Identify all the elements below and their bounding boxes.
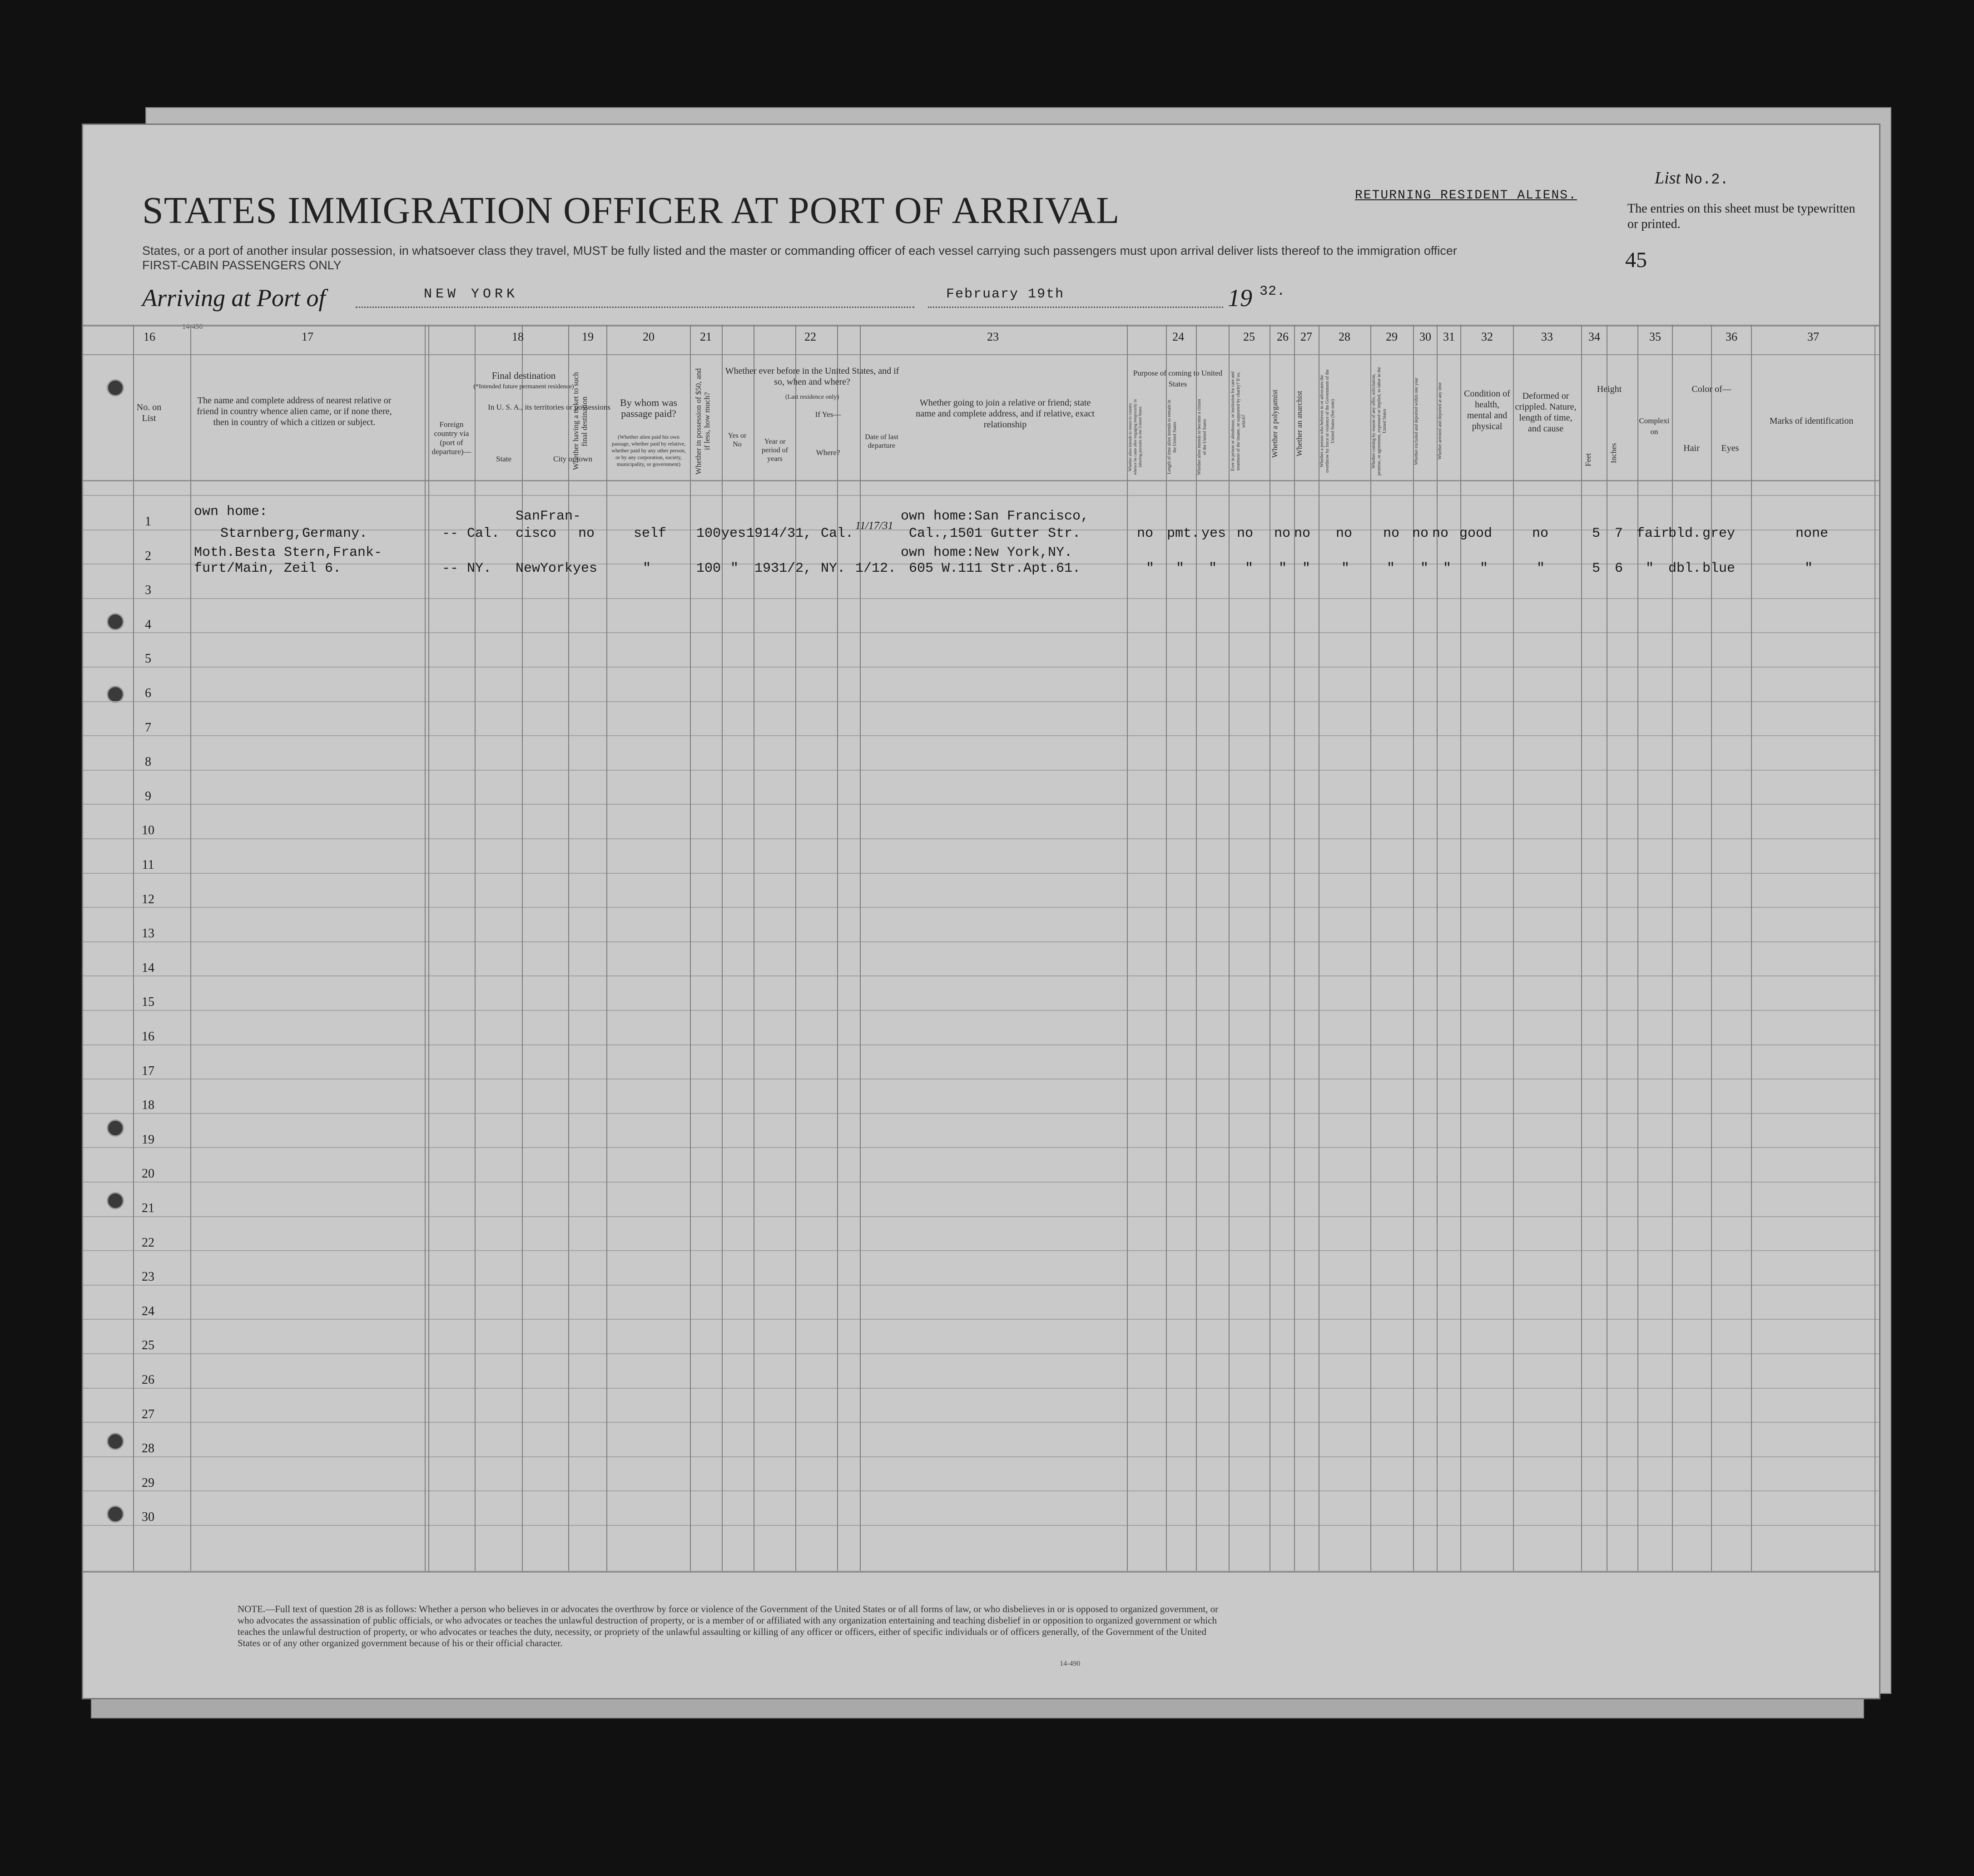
- header-deformed: Deformed or crippled. Nature, length of time, and cause: [1515, 391, 1577, 434]
- row-number: 24: [142, 1304, 154, 1318]
- column-number: 31: [1443, 330, 1455, 343]
- row-rule: [83, 975, 1879, 976]
- row-number: 2: [145, 549, 151, 563]
- row-number: 23: [142, 1270, 154, 1284]
- header-in-usa: In U. S. A., its territories or possessions: [488, 403, 610, 411]
- become-citizen: yes: [1201, 526, 1226, 541]
- header-anarchist: Whether an anarchist: [1295, 391, 1304, 456]
- header-rule: [83, 325, 1879, 327]
- hair: bld.: [1668, 526, 1701, 541]
- overthrow: no: [1336, 526, 1353, 541]
- header-inches: Inches: [1609, 443, 1618, 463]
- form-title: STATES IMMIGRATION OFFICER AT PORT OF ARRIVAL: [142, 189, 1120, 232]
- deformed: no: [1532, 526, 1549, 541]
- header-return-intent: Whether alien intends to return to country whence he came after engaging temporarily in laboring pursuits in the United States: [1128, 399, 1142, 475]
- row-rule: [83, 1353, 1879, 1354]
- deported: no: [1432, 526, 1449, 541]
- before-yes-no: ": [730, 561, 739, 576]
- row-rule: [83, 1319, 1879, 1320]
- row-number: 28: [142, 1441, 154, 1455]
- row-number: 5: [145, 652, 151, 666]
- row-rule: [83, 598, 1879, 599]
- column-number: 19: [582, 330, 594, 343]
- feet: 5: [1592, 526, 1601, 541]
- column-line: [860, 325, 861, 1571]
- hair: dbl.: [1668, 561, 1701, 576]
- header-ever-before-note: (Last residence only): [785, 394, 839, 401]
- column-line: [795, 325, 796, 1571]
- punch-hole-icon: [107, 613, 124, 630]
- row-rule: [83, 1113, 1879, 1114]
- header-excluded: Whether excluded and deported within one year: [1414, 377, 1419, 465]
- row-rule: [83, 632, 1879, 633]
- eyes: grey: [1702, 526, 1736, 541]
- header-color-of: Color of—: [1691, 384, 1731, 394]
- column-number: 23: [987, 330, 999, 343]
- health: ": [1480, 561, 1488, 576]
- excluded: no: [1412, 526, 1429, 541]
- column-number: 17: [302, 330, 313, 343]
- row-rule: [83, 838, 1879, 839]
- last-departure: 1/12.: [855, 561, 897, 576]
- row-rule: [83, 701, 1879, 702]
- header-become-citizen: Whether alien intends to become a citizen of the United States: [1197, 399, 1207, 475]
- header-year-period: Year or period of years: [761, 438, 789, 463]
- row-number: 6: [145, 686, 151, 700]
- header-final-destination: Final destination: [491, 370, 556, 381]
- header-overthrow: Whether a person who believes in or advocates the overthrow by force or violence of the Government of the United States (See note): [1319, 369, 1335, 473]
- port-value: NEW YORK: [424, 287, 519, 302]
- punch-hole-icon: [107, 1505, 124, 1523]
- header-marks: Marks of identification: [1769, 416, 1854, 426]
- row-number: 4: [145, 618, 151, 632]
- relative-address-line2: furt/Main, Zeil 6.: [194, 561, 342, 576]
- header-if-yes: If Yes—: [815, 410, 841, 419]
- header-length-stay: Length of time alien intends to remain in the United States: [1167, 400, 1177, 475]
- years: 1914/31,: [746, 526, 812, 541]
- row-number: 21: [142, 1201, 154, 1215]
- header-ticket: Whether having a ticket to such final destination: [571, 372, 589, 470]
- row-rule: [83, 1250, 1879, 1251]
- manifest-sheet: [82, 124, 1880, 1699]
- header-nearest-relative: The name and complete address of nearest relative or friend in country whence alien came, or if none there, then in country of which a citizen or subject.: [197, 396, 392, 427]
- header-purpose: Purpose of coming to United States: [1133, 369, 1223, 388]
- column-number: 28: [1339, 330, 1350, 343]
- column-number: 20: [643, 330, 655, 343]
- column-number: 21: [700, 330, 712, 343]
- row-number: 30: [142, 1510, 154, 1524]
- header-where: Where?: [816, 448, 840, 457]
- row-rule: [83, 667, 1879, 668]
- header-prison: Ever in prison or almshouse, or institution for care and treatment of the insane, or supported by charity? If so, which?: [1230, 371, 1246, 471]
- column-number: 22: [804, 330, 816, 343]
- column-line: [1672, 325, 1673, 1571]
- row-number: 19: [142, 1133, 154, 1147]
- join-address-line1: own home:New York,NY.: [901, 545, 1073, 560]
- header-no-on-list: No. on List: [136, 402, 162, 423]
- become-citizen: ": [1209, 561, 1217, 576]
- punch-hole-icon: [107, 1433, 124, 1450]
- column-number: 34: [1588, 330, 1600, 343]
- relative-address-line2: Starnberg,Germany.: [220, 526, 368, 541]
- header-complexion: Complexion: [1639, 416, 1670, 436]
- punch-hole-icon: [107, 379, 124, 396]
- row-number: 29: [142, 1476, 154, 1490]
- header-health: Condition of health, mental and physical: [1464, 389, 1510, 431]
- feet: 5: [1592, 561, 1601, 576]
- row-number: 10: [142, 823, 154, 837]
- row-rule: [83, 1388, 1879, 1389]
- header-hair: Hair: [1683, 443, 1700, 453]
- column-line: [1196, 325, 1197, 1571]
- row-number: 16: [142, 1030, 154, 1044]
- row-rule: [83, 1044, 1879, 1045]
- column-number: 29: [1386, 330, 1398, 343]
- header-eyes: Eyes: [1721, 443, 1739, 453]
- column-line: [1437, 325, 1438, 1571]
- header-polygamist: Whether a polygamist: [1270, 389, 1279, 458]
- column-number: 25: [1243, 330, 1255, 343]
- marks: none: [1795, 526, 1829, 541]
- punch-hole-icon: [107, 1119, 124, 1137]
- typewritten-note: The entries on this sheet must be typewritten or printed.: [1627, 202, 1855, 231]
- column-line: [1751, 325, 1752, 1571]
- form-code-footer: 14-490: [1060, 1660, 1081, 1668]
- column-line: [1370, 325, 1371, 1571]
- column-line: [428, 325, 429, 1571]
- foreign-country: --: [442, 561, 459, 576]
- header-height: Height: [1597, 384, 1622, 394]
- column-number: 24: [1172, 330, 1184, 343]
- row-rule: [83, 1456, 1879, 1457]
- column-line: [1513, 325, 1514, 1571]
- polygamist: no: [1274, 526, 1291, 541]
- length-of-stay: ": [1176, 561, 1185, 576]
- row-number: 25: [142, 1338, 154, 1352]
- dest-city-line2: NewYork: [516, 561, 573, 576]
- column-line: [1229, 325, 1230, 1571]
- prison: no: [1237, 526, 1254, 541]
- header-passage-note: (Whether alien paid his own passage, whether paid by relative, whether paid by any other person, or by any corporation, society, municipality, or government): [611, 434, 686, 467]
- prison: ": [1245, 561, 1254, 576]
- row-number: 15: [142, 995, 154, 1009]
- column-number: 27: [1300, 330, 1312, 343]
- length-of-stay: pmt.: [1167, 526, 1200, 541]
- column-line: [1294, 325, 1295, 1571]
- before-yes-no: yes: [721, 526, 746, 541]
- stamp-number: 45: [1625, 248, 1647, 272]
- where: Cal.: [821, 526, 854, 541]
- row-number: 13: [142, 926, 154, 940]
- row-number: 9: [145, 789, 151, 803]
- table-bottom-rule: [83, 1571, 1879, 1573]
- column-line: [722, 325, 723, 1571]
- row-rule: [83, 1525, 1879, 1526]
- row-number: 14: [142, 961, 154, 975]
- header-deported: Whether arrested and deported at any time: [1438, 382, 1443, 460]
- column-line: [1460, 325, 1461, 1571]
- column-number: 18: [512, 330, 524, 343]
- labor-offer: no: [1383, 526, 1400, 541]
- column-line: [425, 325, 426, 1571]
- header-money: Whether in possession of $50, and if less, how much?: [694, 368, 711, 475]
- arriving-label: Arriving at Port of: [142, 284, 326, 312]
- column-line: [1127, 325, 1128, 1571]
- column-line: [606, 325, 607, 1571]
- header-join-relative: Whether going to join a relative or friend; state name and complete address, and if relative, exact relationship: [916, 398, 1095, 430]
- list-number: List No.2.: [1655, 168, 1729, 188]
- header-feet: Feet: [1584, 453, 1592, 467]
- column-line: [1166, 325, 1167, 1571]
- relative-address-line1: Moth.Besta Stern,Frank-: [194, 545, 382, 560]
- column-line: [1711, 325, 1712, 1571]
- where: NY.: [821, 561, 846, 576]
- excluded: ": [1420, 561, 1429, 576]
- row-number: 12: [142, 892, 154, 906]
- header-final-destination-note: (*Intended future permanent residence): [473, 383, 574, 390]
- header-foreign-country: Foreign country via (port of departure)—: [432, 420, 471, 456]
- header-city: City or town: [553, 455, 592, 463]
- date-value: February 19th: [946, 287, 1065, 302]
- header-state: State: [496, 455, 511, 463]
- row-rule: [83, 1422, 1879, 1423]
- row-rule: [83, 1216, 1879, 1217]
- column-line: [837, 325, 838, 1571]
- header-labor-offer: Whether coming by reason of any offer, solicitation, promise, or agreement, expressed or implied, to labor in the United States: [1371, 367, 1387, 475]
- punch-hole-icon: [107, 1192, 124, 1209]
- header-bottom-rule: [83, 480, 1879, 481]
- return-intent: no: [1137, 526, 1154, 541]
- eyes: blue: [1702, 561, 1736, 576]
- row-rule: [83, 1010, 1879, 1011]
- returning-resident-label: RETURNING RESIDENT ALIENS.: [1355, 188, 1577, 203]
- row-number: 20: [142, 1167, 154, 1181]
- ticket: no: [578, 526, 595, 541]
- row-rule: [83, 873, 1879, 874]
- footer-note: NOTE.—Full text of question 28 is as follows: Whether a person who believes in or advocates the overthrow by force or violence of the Government of the United States or of all forms of law, or who disbelieves in or is opposed to organized government, or who advocates the assassination of public officials, or who advocates or teaches the unlawful destruction of property, or is a member of or affiliated with any organization entertaining and teaching disbelief in or opposition to organized government or which teaches the unlawful destruction of property, or who advocates or teaches the duty, necessity, or propriety of the unlawful assaulting or killing of any officer or officers, either of specific individuals or of officers generally, of the Government of the United States or of any other organized government because of his or their official character.: [238, 1604, 1219, 1648]
- column-line: [190, 325, 191, 1571]
- column-number: 33: [1541, 330, 1553, 343]
- form-code: 14-490: [182, 323, 203, 331]
- paid-by: self: [634, 526, 667, 541]
- row-number: 11: [142, 858, 154, 872]
- last-departure: 11/17/31: [855, 520, 893, 532]
- row-rule: [83, 907, 1879, 908]
- header-last-departure: Date of last departure: [865, 433, 898, 450]
- row-rule: [83, 1285, 1879, 1286]
- row-rule: [83, 735, 1879, 736]
- inches: 7: [1615, 526, 1623, 541]
- year-suffix: 32.: [1260, 284, 1286, 299]
- years: 1931/2,: [754, 561, 812, 576]
- column-number: 32: [1481, 330, 1493, 343]
- join-address-line2: Cal.,1501 Gutter Str.: [909, 526, 1081, 541]
- column-number: 35: [1649, 330, 1661, 343]
- column-number: 26: [1277, 330, 1289, 343]
- column-line: [1637, 325, 1638, 1571]
- header-ever-before: Whether ever before in the United States, and if so, when and where?: [725, 366, 899, 387]
- row-number: 3: [145, 583, 151, 597]
- row-rule: [83, 1147, 1879, 1148]
- row-rule: [83, 941, 1879, 942]
- marks: ": [1805, 561, 1813, 576]
- row-number: 1: [145, 515, 151, 529]
- form-subtitle: States, or a port of another insular possession, in whatsoever class they travel, MUST be fully listed and the master or commanding officer of each vessel carrying such passengers must upon arrival deliver lists thereof to the immigration officer: [142, 244, 1457, 257]
- row-number: 18: [142, 1098, 154, 1112]
- dest-state: NY.: [467, 561, 492, 576]
- header-yes-no: Yes or No: [728, 432, 747, 448]
- inches: 6: [1615, 561, 1623, 576]
- column-number: 16: [144, 330, 155, 343]
- dest-city-line1: SanFran-: [516, 509, 581, 524]
- health: good: [1459, 526, 1493, 541]
- column-line: [475, 325, 476, 1571]
- anarchist: ": [1302, 561, 1311, 576]
- foreign-country: --: [442, 526, 459, 541]
- row-rule: [83, 1182, 1879, 1183]
- column-number: 36: [1726, 330, 1737, 343]
- column-line: [690, 325, 691, 1571]
- paid-by: ": [643, 561, 651, 576]
- row-number: 7: [145, 721, 151, 735]
- money: 100: [696, 561, 721, 576]
- row-number: 17: [142, 1064, 154, 1078]
- anarchist: no: [1294, 526, 1311, 541]
- row-rule: [83, 495, 1879, 496]
- money: 100: [696, 526, 721, 541]
- column-line: [1581, 325, 1582, 1571]
- labor-offer: ": [1387, 561, 1395, 576]
- port-underline: [356, 307, 914, 308]
- row-number: 27: [142, 1407, 154, 1421]
- deported: ": [1443, 561, 1452, 576]
- column-number: 30: [1419, 330, 1431, 343]
- row-rule: [83, 770, 1879, 771]
- colnum-rule: [83, 354, 1879, 355]
- ticket: yes: [573, 561, 598, 576]
- polygamist: ": [1279, 561, 1287, 576]
- overthrow: ": [1341, 561, 1350, 576]
- punch-hole-icon: [107, 686, 124, 703]
- row-number: 26: [142, 1373, 154, 1387]
- complexion: fair: [1637, 526, 1670, 541]
- row-number: 8: [145, 755, 151, 769]
- join-address-line1: own home:San Francisco,: [901, 509, 1089, 524]
- column-line: [1413, 325, 1414, 1571]
- row-number: 22: [142, 1236, 154, 1250]
- year-prefix: 19: [1228, 284, 1252, 312]
- column-number: 37: [1807, 330, 1819, 343]
- row-rule: [83, 804, 1879, 805]
- class-line: FIRST-CABIN PASSENGERS ONLY: [142, 258, 342, 272]
- dest-city-line2: cisco: [516, 526, 557, 541]
- date-underline: [928, 307, 1223, 308]
- header-passage-paid: By whom was passage paid?: [620, 397, 677, 419]
- join-address-line2: 605 W.111 Str.Apt.61.: [909, 561, 1081, 576]
- row-rule: [83, 1490, 1879, 1491]
- return-intent: ": [1146, 561, 1155, 576]
- deformed: ": [1537, 561, 1545, 576]
- dest-state: Cal.: [467, 526, 500, 541]
- relative-address-line1: own home:: [194, 504, 268, 520]
- complexion: ": [1646, 561, 1654, 576]
